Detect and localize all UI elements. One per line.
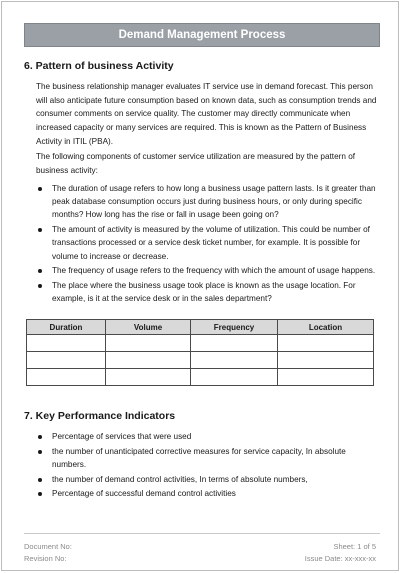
issue-date-label: Issue Date: xx-xxx-xx	[304, 554, 376, 563]
table-header-row	[27, 320, 374, 335]
table-cell	[27, 352, 106, 369]
table-cell	[106, 335, 191, 352]
section-7-heading: 7. Key Performance Indicators	[24, 410, 176, 422]
list-item: the number of demand control activities, In terms of absolute numbers,	[36, 473, 380, 486]
table-cell	[278, 335, 374, 352]
list-item: the number of unanticipated corrective measures for service capacity, In absolute numbers.	[36, 445, 380, 471]
usage-components-list	[36, 182, 380, 307]
section-6-paragraph-1: The business relationship manager evaluates IT service use in demand forecast. This person will also anticipate future consumption based on known data, such as consumption trends and consumer comments on service quality. The customer may directly communicate when increased capacity or many services are required. This is known as the Pattern of Business Activity in ITIL (PBA).	[36, 82, 377, 146]
revision-number-label: Revision No:	[24, 554, 67, 563]
table-cell	[278, 352, 374, 369]
footer-divider	[24, 533, 380, 534]
list-item: The place where the business usage took place is known as the usage location. For example, is it at the service desk or in the sales department?	[36, 279, 380, 305]
table-cell	[27, 369, 106, 386]
kpi-list	[36, 430, 380, 502]
section-6-heading: 6. Pattern of business Activity	[24, 60, 174, 72]
table-row	[27, 335, 374, 352]
table-header-cell: Frequency	[191, 320, 278, 335]
list-item: The frequency of usage refers to the frequency with which the amount of usage happens.	[36, 264, 380, 277]
list-item: The amount of activity is measured by the volume of utilization. This could be number of transactions processed or a service desk ticket number, for example. It is possible for volume to increase or decrease.	[36, 223, 380, 263]
document-number-label: Document No:	[24, 542, 72, 551]
section-6-paragraph-2: The following components of customer service utilization are measured by the pattern of business activity:	[36, 152, 356, 175]
sheet-number-label: Sheet: 1 of 5	[333, 542, 376, 551]
table-header-cell: Location	[278, 320, 374, 335]
table-cell	[191, 369, 278, 386]
document-page	[1, 1, 399, 571]
table-cell	[191, 352, 278, 369]
table-header-cell: Duration	[27, 320, 106, 335]
table-cell	[106, 352, 191, 369]
table-cell	[27, 335, 106, 352]
usage-pattern-table	[26, 319, 374, 386]
table-cell	[278, 369, 374, 386]
list-item: Percentage of successful demand control activities	[36, 487, 380, 500]
document-title: Demand Management Process	[24, 23, 380, 47]
table-header-cell: Volume	[106, 320, 191, 335]
list-item: The duration of usage refers to how long a business usage pattern lasts. Is it greater than peak database consumption occurs just during business hours, or only during specific months? How long has the rise or fall in usage been going on?	[36, 182, 380, 222]
table-cell	[191, 335, 278, 352]
table-row	[27, 369, 374, 386]
list-item: Percentage of services that were used	[36, 430, 380, 443]
table-row	[27, 352, 374, 369]
table-cell	[106, 369, 191, 386]
